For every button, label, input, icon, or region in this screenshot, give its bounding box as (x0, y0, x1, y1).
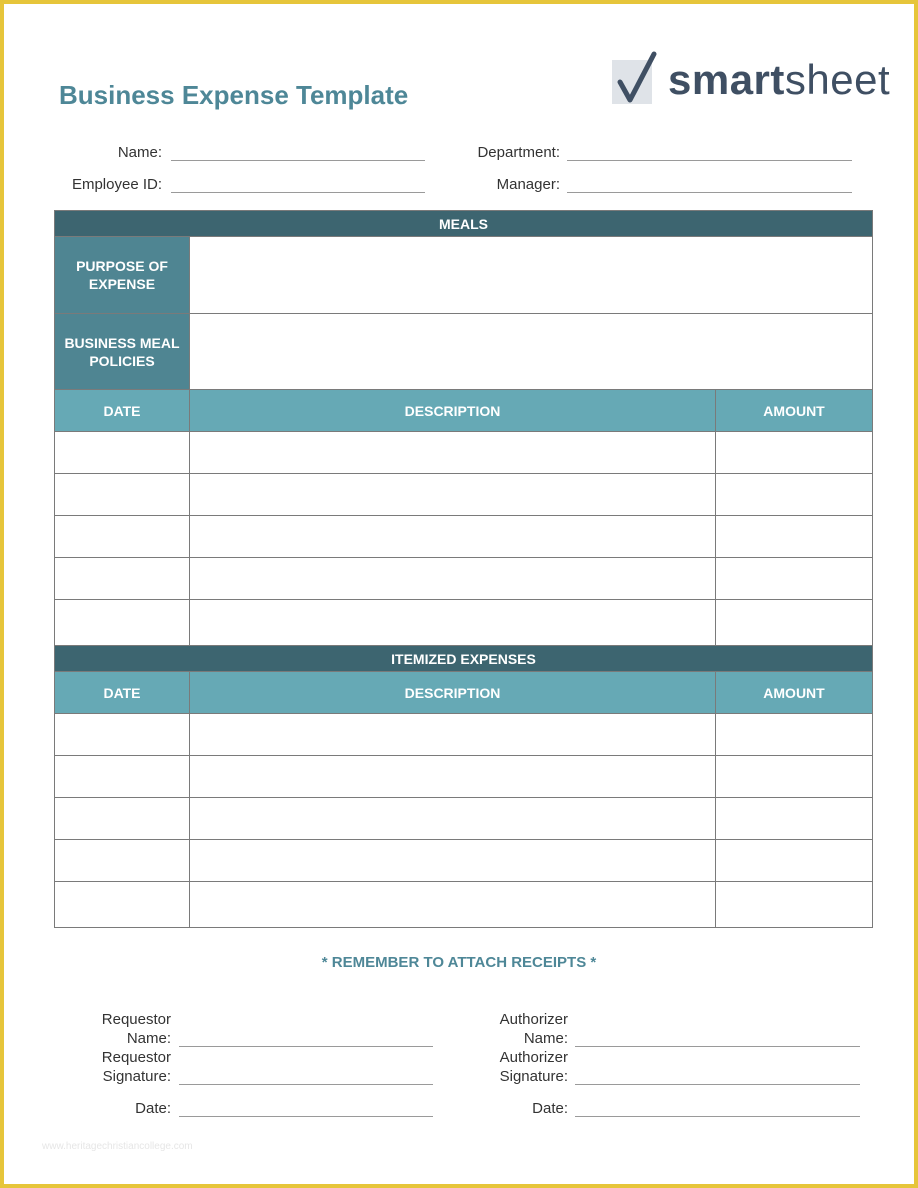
itemized-description-header: DESCRIPTION (190, 672, 716, 714)
description-cell[interactable] (190, 558, 716, 600)
meals-date-header: DATE (55, 390, 190, 432)
table-row (55, 474, 873, 516)
business-meal-policies-field[interactable] (190, 314, 873, 390)
amount-cell[interactable] (716, 558, 873, 600)
date-cell[interactable] (55, 516, 190, 558)
description-cell[interactable] (190, 600, 716, 646)
table-row (55, 516, 873, 558)
expense-form-page (4, 4, 914, 1184)
description-cell[interactable] (190, 516, 716, 558)
date-cell[interactable] (55, 474, 190, 516)
table-row (55, 840, 873, 882)
description-cell[interactable] (190, 432, 716, 474)
meals-amount-header: AMOUNT (716, 390, 873, 432)
table-row (55, 798, 873, 840)
table-row (55, 600, 873, 646)
authorizer-date-field[interactable] (575, 1116, 860, 1117)
authorizer-date-label: Date: (532, 1100, 568, 1117)
itemized-section-header: ITEMIZED EXPENSES (55, 646, 873, 672)
watermark: www.heritagechristiancollege.com (42, 1141, 193, 1152)
amount-cell[interactable] (716, 432, 873, 474)
date-cell[interactable] (55, 558, 190, 600)
employee-id-field[interactable] (171, 192, 425, 193)
employee-id-label: Employee ID: (71, 176, 162, 193)
description-cell[interactable] (190, 840, 716, 882)
description-cell[interactable] (190, 474, 716, 516)
table-row (55, 756, 873, 798)
table-row (55, 432, 873, 474)
authorizer-signature-field[interactable] (575, 1084, 860, 1085)
requestor-name-label: Requestor Name: (101, 1011, 171, 1047)
amount-cell[interactable] (716, 840, 873, 882)
date-cell[interactable] (55, 432, 190, 474)
department-label: Department: (477, 144, 560, 161)
meals-section-header: MEALS (55, 211, 873, 237)
page-title: Business Expense Template (59, 80, 409, 110)
date-cell[interactable] (55, 756, 190, 798)
amount-cell[interactable] (716, 798, 873, 840)
manager-field[interactable] (567, 192, 852, 193)
date-cell[interactable] (55, 714, 190, 756)
meals-table (54, 210, 873, 646)
date-cell[interactable] (55, 882, 190, 928)
checkmark-icon (610, 50, 670, 114)
logo-wordmark: smartsheet (668, 56, 891, 103)
manager-label: Manager: (496, 176, 560, 193)
purpose-of-expense-field[interactable] (190, 237, 873, 314)
requestor-date-label: Date: (135, 1100, 171, 1117)
requestor-date-field[interactable] (179, 1116, 433, 1117)
itemized-amount-header: AMOUNT (716, 672, 873, 714)
amount-cell[interactable] (716, 600, 873, 646)
authorizer-name-field[interactable] (575, 1046, 860, 1047)
authorizer-name-label: Authorizer Name: (499, 1011, 568, 1047)
itemized-expenses-table (54, 645, 873, 928)
authorizer-signature-label: Authorizer Signature: (499, 1049, 568, 1085)
attach-receipts-reminder: * REMEMBER TO ATTACH RECEIPTS * (321, 954, 597, 971)
requestor-signature-label: Requestor Signature: (101, 1049, 171, 1085)
date-cell[interactable] (55, 798, 190, 840)
requestor-signature-field[interactable] (179, 1084, 433, 1085)
smartsheet-logo (610, 50, 900, 114)
table-row (55, 558, 873, 600)
date-cell[interactable] (55, 600, 190, 646)
table-row (55, 714, 873, 756)
amount-cell[interactable] (716, 516, 873, 558)
purpose-of-expense-label: PURPOSE OF EXPENSE (55, 237, 190, 314)
meals-description-header: DESCRIPTION (190, 390, 716, 432)
itemized-date-header: DATE (55, 672, 190, 714)
name-label: Name: (117, 144, 162, 161)
date-cell[interactable] (55, 840, 190, 882)
requestor-name-field[interactable] (179, 1046, 433, 1047)
business-meal-policies-label: BUSINESS MEAL POLICIES (55, 314, 190, 390)
name-field[interactable] (171, 160, 425, 161)
description-cell[interactable] (190, 798, 716, 840)
table-row (55, 882, 873, 928)
amount-cell[interactable] (716, 474, 873, 516)
amount-cell[interactable] (716, 882, 873, 928)
department-field[interactable] (567, 160, 852, 161)
amount-cell[interactable] (716, 714, 873, 756)
description-cell[interactable] (190, 756, 716, 798)
description-cell[interactable] (190, 882, 716, 928)
amount-cell[interactable] (716, 756, 873, 798)
description-cell[interactable] (190, 714, 716, 756)
